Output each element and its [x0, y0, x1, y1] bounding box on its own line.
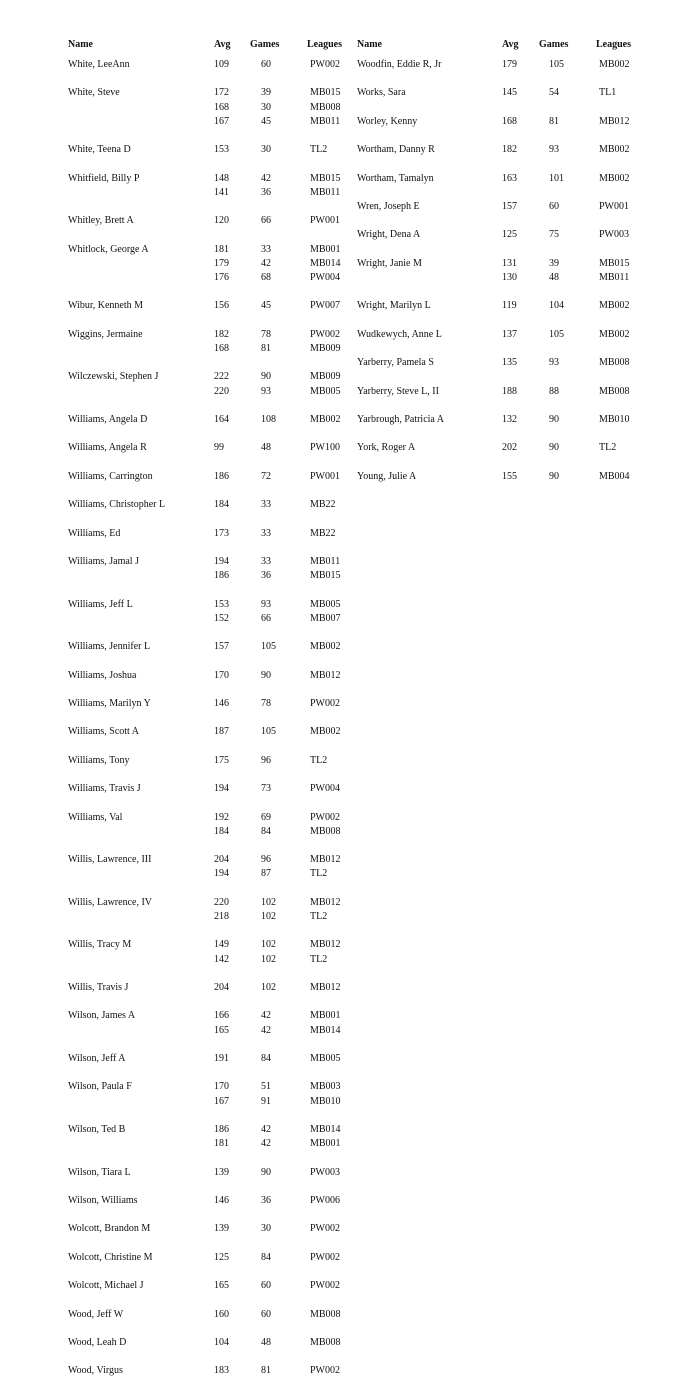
games-value: 105: [261, 641, 276, 653]
average-value: 149: [214, 939, 229, 951]
average-value: 192: [214, 811, 229, 823]
average-value: 194: [214, 556, 229, 567]
league-code: MB012: [310, 669, 341, 681]
average-value: 179: [502, 59, 517, 70]
league-code: MB014: [310, 1124, 341, 1135]
average-value: 176: [214, 272, 229, 283]
league-code: MB005: [310, 385, 341, 397]
games-value: 72: [261, 470, 271, 482]
bowler-name: Willis, Travis J: [68, 982, 129, 993]
league-code: PW002: [310, 1365, 340, 1377]
league-code: TL1: [599, 87, 617, 99]
league-code: MB002: [310, 726, 341, 738]
bowler-name: Wren, Joseph E: [357, 201, 420, 212]
league-code: PW003: [599, 229, 629, 241]
league-code: MB001: [310, 243, 341, 255]
bowler-name: Williams, Joshua: [68, 669, 137, 681]
bowler-name: Wood, Leah D: [68, 1337, 127, 1348]
games-value: 81: [261, 343, 271, 354]
bowler-name: Wilson, Ted B: [68, 1124, 126, 1135]
games-value: 102: [261, 982, 276, 993]
games-value: 84: [261, 1251, 271, 1263]
league-code: MB012: [310, 854, 341, 866]
bowler-name: Whitley, Brett A: [68, 215, 134, 227]
games-value: 90: [549, 414, 559, 425]
average-value: 146: [214, 1195, 229, 1206]
header-name: Name: [357, 39, 382, 50]
league-code: MB010: [310, 1095, 341, 1107]
games-value: 30: [261, 144, 271, 156]
league-code: MB008: [310, 1308, 341, 1320]
header-games: Games: [539, 39, 569, 50]
header-avg: Avg: [502, 39, 519, 50]
games-value: 36: [261, 570, 271, 582]
bowler-name: Wortham, Tamalyn: [357, 172, 434, 184]
bowler-name: York, Roger A: [357, 442, 416, 454]
games-value: 45: [261, 115, 271, 127]
bowler-name: Wood, Jeff W: [68, 1308, 124, 1320]
bowler-name: Yarbrough, Patricia A: [357, 414, 445, 425]
average-value: 204: [214, 854, 229, 866]
league-code: MB004: [599, 470, 630, 482]
bowler-name: Wright, Janie M: [357, 257, 422, 269]
league-code: PW002: [310, 1223, 340, 1235]
average-value: 141: [214, 186, 229, 198]
bowler-name: Williams, Angela D: [68, 414, 148, 425]
average-value: 181: [214, 1138, 229, 1150]
games-value: 88: [549, 385, 559, 397]
average-value: 148: [214, 172, 229, 184]
bowler-name: Williams, Christopher L: [68, 499, 166, 511]
average-value: 183: [214, 1365, 229, 1377]
bowler-name: Williams, Marilyn Y: [68, 698, 151, 709]
games-value: 90: [261, 1166, 271, 1178]
average-value: 184: [214, 499, 229, 511]
bowler-name: Yarberry, Pamela S: [357, 357, 434, 369]
average-value: 155: [502, 470, 517, 482]
league-code: MB014: [310, 257, 341, 269]
bowler-name: Williams, Jennifer L: [68, 641, 151, 653]
games-value: 36: [261, 186, 271, 198]
league-code: MB011: [599, 272, 630, 283]
league-code: MB012: [310, 939, 341, 951]
games-value: 84: [261, 825, 271, 837]
bowler-name: Williams, Jamal J: [68, 556, 139, 567]
average-value: 152: [214, 612, 229, 624]
average-value: 186: [214, 570, 229, 582]
average-value: 168: [214, 343, 229, 354]
league-code: MB005: [310, 1053, 341, 1064]
league-code: MB009: [310, 343, 341, 354]
games-value: 87: [261, 868, 271, 880]
league-code: PW001: [310, 215, 340, 227]
games-value: 102: [261, 953, 276, 965]
bowler-name: Whitlock, George A: [68, 243, 149, 255]
average-value: 188: [502, 385, 517, 397]
average-value: 175: [214, 754, 229, 766]
games-value: 93: [549, 357, 559, 369]
games-value: 90: [261, 669, 271, 681]
games-value: 90: [549, 470, 559, 482]
games-value: 90: [261, 371, 271, 383]
bowler-name: Wright, Dena A: [357, 229, 421, 241]
league-code: MB002: [310, 641, 341, 653]
league-code: TL2: [310, 868, 328, 880]
league-code: MB002: [599, 172, 630, 184]
average-value: 165: [214, 1280, 229, 1292]
games-value: 60: [549, 201, 559, 212]
bowler-name: Yarberry, Steve L, II: [357, 385, 439, 397]
league-code: MB011: [310, 186, 341, 198]
bowler-name: Wilson, Paula F: [68, 1081, 132, 1093]
league-code: PW001: [310, 470, 340, 482]
games-value: 102: [261, 939, 276, 951]
games-value: 39: [261, 87, 271, 99]
league-code: MB001: [310, 1138, 341, 1150]
games-value: 36: [261, 1195, 271, 1206]
average-value: 182: [502, 144, 517, 156]
games-value: 91: [261, 1095, 271, 1107]
bowler-name: Wibur, Kenneth M: [68, 300, 144, 312]
bowler-name: Williams, Tony: [68, 754, 130, 766]
average-value: 109: [214, 59, 229, 70]
average-value: 168: [214, 101, 229, 113]
games-value: 102: [261, 896, 276, 908]
header-games: Games: [250, 39, 280, 50]
average-value: 191: [214, 1053, 229, 1064]
games-value: 104: [549, 300, 564, 312]
bowler-name: Wilson, Tiara L: [68, 1166, 131, 1178]
games-value: 105: [261, 726, 276, 738]
average-value: 145: [502, 87, 517, 99]
bowler-name: Willis, Tracy M: [68, 939, 132, 951]
games-value: 42: [261, 172, 271, 184]
games-value: 33: [261, 499, 271, 511]
league-code: PW004: [310, 272, 340, 283]
league-code: MB010: [599, 414, 630, 425]
bowler-name: Wilczewski, Stephen J: [68, 371, 159, 383]
games-value: 33: [261, 556, 271, 567]
games-value: 39: [549, 257, 559, 269]
average-value: 167: [214, 115, 229, 127]
league-code: MB22: [310, 527, 336, 539]
games-value: 45: [261, 300, 271, 312]
league-code: PW002: [310, 1280, 340, 1292]
average-value: 120: [214, 215, 229, 227]
league-code: PW002: [310, 1251, 340, 1263]
games-value: 73: [261, 783, 271, 795]
average-value: 179: [214, 257, 229, 269]
bowler-name: Wood, Virgus: [68, 1365, 123, 1377]
bowler-name: Williams, Val: [68, 811, 123, 823]
games-value: 48: [549, 272, 559, 283]
league-code: PW002: [310, 811, 340, 823]
league-code: MB011: [310, 115, 341, 127]
average-value: 132: [502, 414, 517, 425]
league-code: MB015: [310, 570, 341, 582]
average-value: 194: [214, 868, 229, 880]
games-value: 60: [261, 1280, 271, 1292]
league-code: MB012: [599, 115, 630, 127]
average-value: 186: [214, 1124, 229, 1135]
games-value: 75: [549, 229, 559, 241]
average-value: 104: [214, 1337, 229, 1348]
games-value: 84: [261, 1053, 271, 1064]
average-value: 182: [214, 328, 229, 340]
league-code: PW003: [310, 1166, 340, 1178]
league-code: TL2: [599, 442, 617, 454]
bowler-name: Young, Julie A: [357, 470, 417, 482]
league-code: MB002: [599, 328, 630, 340]
average-value: 157: [214, 641, 229, 653]
bowler-name: Whitfield, Billy P: [68, 172, 140, 184]
average-value: 168: [502, 115, 517, 127]
games-value: 30: [261, 101, 271, 113]
league-code: MB002: [599, 300, 630, 312]
games-value: 93: [549, 144, 559, 156]
average-value: 157: [502, 201, 517, 212]
bowler-name: Wortham, Danny R: [357, 144, 435, 156]
games-value: 108: [261, 414, 276, 425]
league-code: MB22: [310, 499, 336, 511]
games-value: 78: [261, 698, 271, 709]
bowler-name: Williams, Scott A: [68, 726, 139, 738]
bowler-name: Wright, Marilyn L: [357, 300, 431, 312]
average-value: 172: [214, 87, 229, 99]
league-code: MB002: [599, 59, 630, 70]
league-code: MB002: [599, 144, 630, 156]
bowler-name: Wiggins, Jermaine: [68, 328, 143, 340]
bowler-name: Wilson, Williams: [68, 1195, 138, 1206]
average-value: 125: [214, 1251, 229, 1263]
bowler-name: Willis, Lawrence, IV: [68, 896, 153, 908]
average-value: 218: [214, 911, 229, 922]
bowler-name: Wolcott, Michael J: [68, 1280, 144, 1292]
league-code: MB009: [310, 371, 341, 383]
average-value: 165: [214, 1024, 229, 1036]
games-value: 93: [261, 598, 271, 610]
league-code: PW001: [599, 201, 629, 212]
bowler-name: Williams, Angela R: [68, 442, 147, 454]
games-value: 54: [549, 87, 559, 99]
average-value: 156: [214, 300, 229, 312]
average-value: 187: [214, 726, 229, 738]
league-code: MB007: [310, 612, 341, 624]
average-value: 222: [214, 371, 229, 383]
average-value: 139: [214, 1223, 229, 1235]
average-value: 163: [502, 172, 517, 184]
league-code: PW002: [310, 698, 340, 709]
league-code: MB001: [310, 1010, 341, 1022]
games-value: 78: [261, 328, 271, 340]
bowler-name: Woodfin, Eddie R, Jr: [357, 59, 442, 70]
league-code: MB014: [310, 1024, 341, 1036]
games-value: 48: [261, 1337, 271, 1348]
games-value: 33: [261, 243, 271, 255]
average-value: 146: [214, 698, 229, 709]
games-value: 30: [261, 1223, 271, 1235]
average-value: 170: [214, 669, 229, 681]
header-name: Name: [68, 39, 93, 50]
bowler-name: Williams, Travis J: [68, 783, 141, 795]
league-code: PW006: [310, 1195, 340, 1206]
league-code: MB015: [310, 87, 341, 99]
average-value: 202: [502, 442, 517, 454]
bowler-name: Williams, Ed: [68, 527, 121, 539]
average-value: 220: [214, 896, 229, 908]
games-value: 69: [261, 811, 271, 823]
league-code: MB003: [310, 1081, 341, 1093]
games-value: 42: [261, 257, 271, 269]
league-code: MB005: [310, 598, 341, 610]
games-value: 42: [261, 1124, 271, 1135]
league-code: MB008: [310, 825, 341, 837]
average-value: 130: [502, 272, 517, 283]
header-leagues: Leagues: [596, 39, 631, 50]
average-value: 119: [502, 300, 517, 312]
bowler-name: Worley, Kenny: [357, 115, 418, 127]
average-value: 220: [214, 385, 229, 397]
games-value: 96: [261, 854, 271, 866]
games-value: 42: [261, 1024, 271, 1036]
games-value: 101: [549, 172, 564, 184]
games-value: 81: [549, 115, 559, 127]
league-code: MB015: [310, 172, 341, 184]
league-code: MB012: [310, 982, 341, 993]
average-value: 181: [214, 243, 229, 255]
league-code: MB008: [599, 385, 630, 397]
games-value: 81: [261, 1365, 271, 1377]
average-value: 131: [502, 257, 517, 269]
bowler-name: White, Teena D: [68, 144, 131, 156]
average-value: 99: [214, 442, 224, 454]
bowler-name: White, LeeAnn: [68, 59, 130, 70]
bowler-name: Williams, Jeff L: [68, 598, 133, 610]
average-value: 160: [214, 1308, 229, 1320]
average-value: 164: [214, 414, 229, 425]
league-code: PW100: [310, 442, 340, 454]
header-leagues: Leagues: [307, 39, 342, 50]
league-code: MB008: [599, 357, 630, 369]
average-value: 167: [214, 1095, 229, 1107]
league-code: MB012: [310, 896, 341, 908]
average-value: 170: [214, 1081, 229, 1093]
games-value: 48: [261, 442, 271, 454]
league-code: PW002: [310, 328, 340, 340]
average-value: 139: [214, 1166, 229, 1178]
bowler-name: Williams, Carrington: [68, 470, 153, 482]
games-value: 105: [549, 59, 564, 70]
league-code: TL2: [310, 754, 328, 766]
league-code: TL2: [310, 144, 328, 156]
bowler-name: Wolcott, Christine M: [68, 1251, 153, 1263]
average-value: 135: [502, 357, 517, 369]
games-value: 51: [261, 1081, 271, 1093]
games-value: 102: [261, 911, 276, 922]
league-code: MB008: [310, 1337, 341, 1348]
league-code: TL2: [310, 911, 328, 922]
average-value: 204: [214, 982, 229, 993]
bowler-name: Works, Sara: [357, 87, 406, 99]
league-code: MB002: [310, 414, 341, 425]
league-code: TL2: [310, 953, 328, 965]
games-value: 42: [261, 1138, 271, 1150]
average-value: 153: [214, 144, 229, 156]
games-value: 60: [261, 1308, 271, 1320]
bowler-name: Wilson, James A: [68, 1010, 136, 1022]
games-value: 60: [261, 59, 271, 70]
games-value: 93: [261, 385, 271, 397]
league-code: PW004: [310, 783, 340, 795]
average-value: 194: [214, 783, 229, 795]
average-value: 125: [502, 229, 517, 241]
games-value: 66: [261, 612, 271, 624]
average-value: 137: [502, 328, 517, 340]
games-value: 96: [261, 754, 271, 766]
bowler-name: Willis, Lawrence, III: [68, 854, 152, 866]
games-value: 105: [549, 328, 564, 340]
games-value: 68: [261, 272, 271, 283]
bowler-name: Wilson, Jeff A: [68, 1053, 126, 1064]
games-value: 66: [261, 215, 271, 227]
average-value: 173: [214, 527, 229, 539]
bowler-name: Wolcott, Brandon M: [68, 1223, 151, 1235]
bowler-name: White, Steve: [68, 87, 120, 99]
league-code: MB015: [599, 257, 630, 269]
average-value: 166: [214, 1010, 229, 1022]
league-code: MB011: [310, 556, 341, 567]
average-value: 184: [214, 825, 229, 837]
average-value: 142: [214, 953, 229, 965]
league-code: MB008: [310, 101, 341, 113]
header-avg: Avg: [214, 39, 231, 50]
games-value: 42: [261, 1010, 271, 1022]
bowler-name: Wudkewych, Anne L: [357, 328, 442, 340]
league-code: PW007: [310, 300, 340, 312]
games-value: 90: [549, 442, 559, 454]
league-code: PW002: [310, 59, 340, 70]
games-value: 33: [261, 527, 271, 539]
average-value: 186: [214, 470, 229, 482]
average-value: 153: [214, 598, 229, 610]
